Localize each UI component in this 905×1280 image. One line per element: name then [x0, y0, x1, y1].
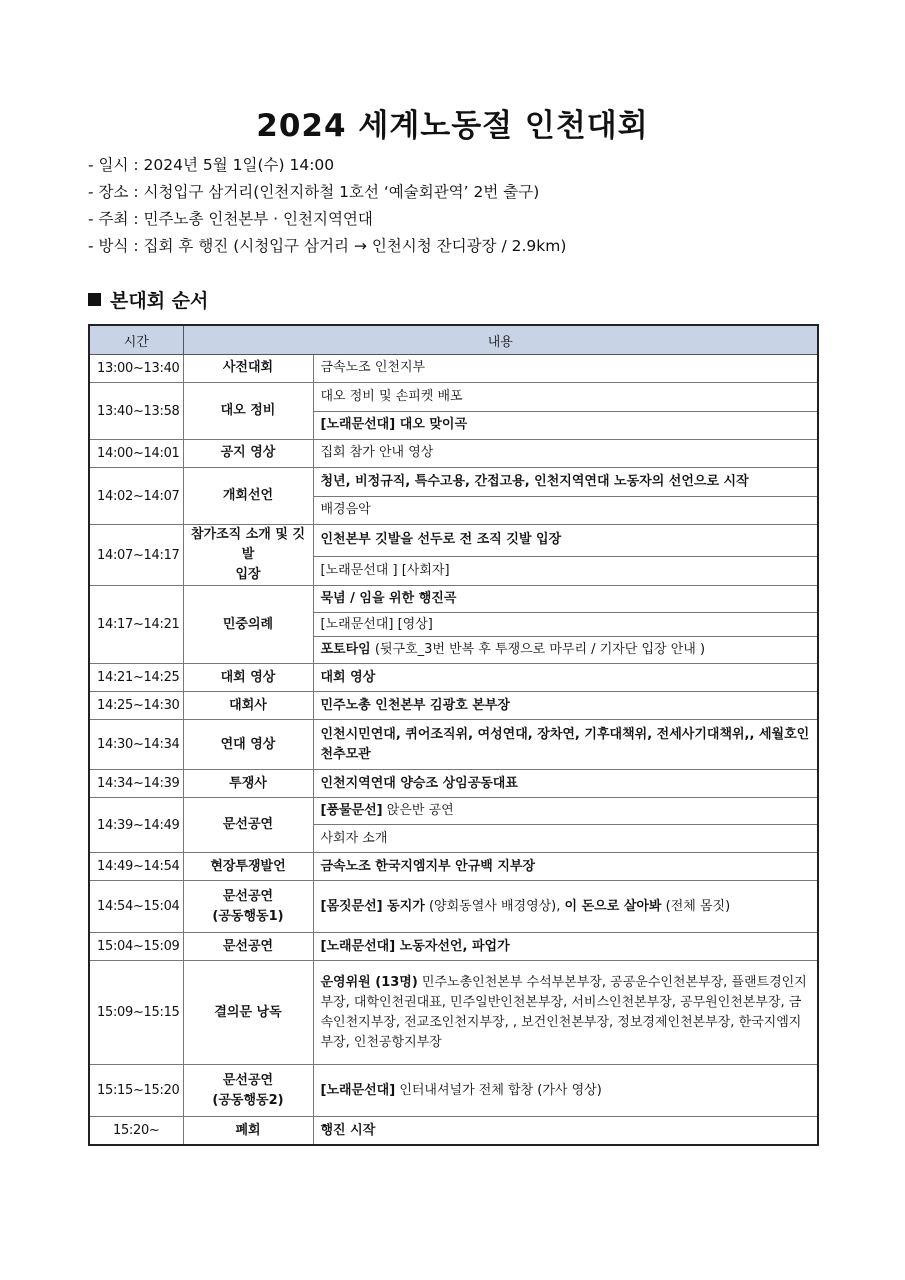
content-cell: [313, 933, 818, 961]
content-text: 집회 참가 안내 영상: [320, 445, 434, 461]
table-row: [89, 468, 818, 497]
content-bold-text: 청년, 비정규직, 특수고용, 간접고용, 인천지역연대 노동자의 선언으로 시작: [320, 473, 749, 489]
table-row: [89, 881, 818, 933]
section-title: 본대회 순서: [110, 290, 209, 312]
content-cell: [313, 720, 818, 770]
time-cell: 15:20~: [89, 1117, 183, 1145]
content-bold-text: [노래문선대] 노동자선언, 파업가: [320, 938, 510, 954]
time-cell: 13:40~13:58: [89, 383, 183, 440]
info-host: - 주최 : 민주노총 인천본부 · 인천지역연대: [88, 210, 373, 228]
table-row: [89, 440, 818, 468]
content-text: [노래문선대 ] [사회자]: [320, 563, 450, 578]
item-cell: 문선공연: [183, 798, 313, 853]
content-text: 배경음악: [320, 502, 371, 518]
section-heading: [88, 286, 208, 313]
content-cell: [313, 468, 818, 497]
content-text: 인터내셔널가 전체 합창 (가사 영상): [395, 1082, 602, 1098]
header-time: 시간: [89, 325, 183, 355]
event-info-list: [88, 152, 566, 260]
square-bullet-icon: [88, 293, 101, 306]
content-cell: [313, 664, 818, 692]
table-row: [89, 853, 818, 881]
item-cell: 문선공연 (공동행동2): [183, 1065, 313, 1117]
content-bold-text: 운영위원 (13명): [320, 974, 418, 990]
content-bold-text: [풍물문선]: [320, 803, 383, 819]
content-cell: [313, 692, 818, 720]
content-bold-text: [노래문선대]: [320, 1082, 396, 1098]
content-cell: [313, 1117, 818, 1145]
table-header-row: [89, 325, 818, 355]
content-text: 민주노총인천본부 수석부본부장, 공공운수인천본부장, 플랜트경인지부장, 대학인천권대표, 민주일반인천본부장, 서비스인천본부장, 공무원인천본부장, 금속인천지부장, 전교조인천지부장, , 보건인천본부장, 정보경제인천본부장, 한국지엠지부장, 인천공항지부장: [320, 974, 807, 1051]
time-cell: 14:07~14:17: [89, 525, 183, 586]
program-table-body: [89, 355, 818, 1145]
content-text: (양회동열사 배경영상),: [424, 898, 565, 914]
content-bold-text: 포토타임: [320, 642, 371, 658]
info-date: - 일시 : 2024년 5월 1일(수) 14:00: [88, 156, 335, 174]
table-row: [89, 933, 818, 961]
content-text: [노래문선대] [영상]: [320, 616, 433, 632]
page-title: 2024 세계노동절 인천대회: [256, 108, 649, 144]
time-cell: 15:04~15:09: [89, 933, 183, 961]
table-row: [89, 720, 818, 770]
table-row: [89, 1065, 818, 1117]
item-cell: 대회 영상: [183, 664, 313, 692]
content-bold-text: 대회 영상: [320, 669, 376, 685]
content-text: 앉은반 공연: [382, 803, 454, 819]
content-cell: [313, 497, 818, 525]
content-bold-text: [몸짓문선] 동지가: [320, 898, 425, 914]
header-content: 내용: [183, 325, 818, 355]
info-method: - 방식 : 집회 후 행진 (시청입구 삼거리 → 인천시청 잔디광장 / 2.9km): [88, 237, 567, 255]
time-cell: 14:25~14:30: [89, 692, 183, 720]
time-cell: 14:02~14:07: [89, 468, 183, 525]
time-cell: 14:49~14:54: [89, 853, 183, 881]
time-cell: 15:09~15:15: [89, 961, 183, 1065]
time-cell: 13:00~13:40: [89, 355, 183, 383]
item-cell: 폐회: [183, 1117, 313, 1145]
content-bold-text: 이 돈으로 살아봐: [564, 898, 662, 914]
content-bold-text: 묵념 / 임을 위한 행진곡: [320, 591, 457, 607]
table-row: [89, 525, 818, 557]
content-cell: [313, 440, 818, 468]
content-text: (뒷구호_3번 반복 후 투쟁으로 마무리 / 기자단 입장 안내 ): [370, 642, 706, 658]
table-row: [89, 1117, 818, 1145]
time-cell: 14:39~14:49: [89, 798, 183, 853]
content-bold-text: 행진 시작: [320, 1122, 376, 1138]
info-place: - 장소 : 시청입구 삼거리(인천지하철 1호선 ‘예술회관역’ 2번 출구): [88, 183, 540, 201]
item-cell: 현장투쟁발언: [183, 853, 313, 881]
table-row: [89, 961, 818, 1065]
content-text: (전체 몸짓): [661, 898, 731, 914]
time-cell: 14:54~15:04: [89, 881, 183, 933]
item-cell: 민중의례: [183, 586, 313, 664]
item-cell: 대오 정비: [183, 383, 313, 440]
content-cell: [313, 637, 818, 664]
content-bold-text: [노래문선대] 대오 맞이곡: [320, 417, 468, 433]
table-row: [89, 692, 818, 720]
time-cell: 14:17~14:21: [89, 586, 183, 664]
item-cell: 대회사: [183, 692, 313, 720]
content-cell: [313, 556, 818, 586]
content-bold-text: 인천시민연대, 퀴어조직위, 여성연대, 장차연, 기후대책위, 전세사기대책위,, 세월호인천추모관: [320, 726, 810, 762]
table-row: [89, 798, 818, 825]
item-cell: 투쟁사: [183, 770, 313, 798]
item-cell: 공지 영상: [183, 440, 313, 468]
content-bold-text: 민주노총 인천본부 김광호 본부장: [320, 697, 510, 713]
time-cell: 14:00~14:01: [89, 440, 183, 468]
time-cell: 14:34~14:39: [89, 770, 183, 798]
item-cell: 개회선언: [183, 468, 313, 525]
content-cell: [313, 525, 818, 557]
content-cell: [313, 825, 818, 853]
item-cell: 연대 영상: [183, 720, 313, 770]
item-cell: 사전대회: [183, 355, 313, 383]
content-cell: [313, 770, 818, 798]
content-cell: [313, 853, 818, 881]
content-text: 대오 정비 및 손피켓 배포: [320, 388, 463, 404]
content-text: 금속노조 인천지부: [320, 360, 426, 376]
content-bold-text: 인천지역연대 양승조 상임공동대표: [320, 775, 518, 791]
content-text: 사회자 소개: [320, 830, 388, 846]
time-cell: 14:21~14:25: [89, 664, 183, 692]
table-row: [89, 770, 818, 798]
table-row: [89, 586, 818, 613]
content-bold-text: 인천본부 깃발을 선두로 전 조직 깃발 입장: [320, 532, 562, 548]
content-cell: [313, 961, 818, 1065]
content-cell: [313, 355, 818, 383]
time-cell: 14:30~14:34: [89, 720, 183, 770]
item-cell: 문선공연: [183, 933, 313, 961]
content-bold-text: 금속노조 한국지엠지부 안규백 지부장: [320, 858, 536, 874]
item-cell: 참가조직 소개 및 깃발 입장: [183, 525, 313, 586]
content-cell: [313, 613, 818, 637]
program-table: [88, 324, 819, 1146]
content-cell: [313, 412, 818, 440]
content-cell: [313, 881, 818, 933]
content-cell: [313, 798, 818, 825]
content-cell: [313, 586, 818, 613]
content-cell: [313, 383, 818, 412]
time-cell: 15:15~15:20: [89, 1065, 183, 1117]
table-row: [89, 355, 818, 383]
table-row: [89, 664, 818, 692]
content-cell: [313, 1065, 818, 1117]
item-cell: 문선공연 (공동행동1): [183, 881, 313, 933]
table-row: [89, 383, 818, 412]
item-cell: 결의문 낭독: [183, 961, 313, 1065]
